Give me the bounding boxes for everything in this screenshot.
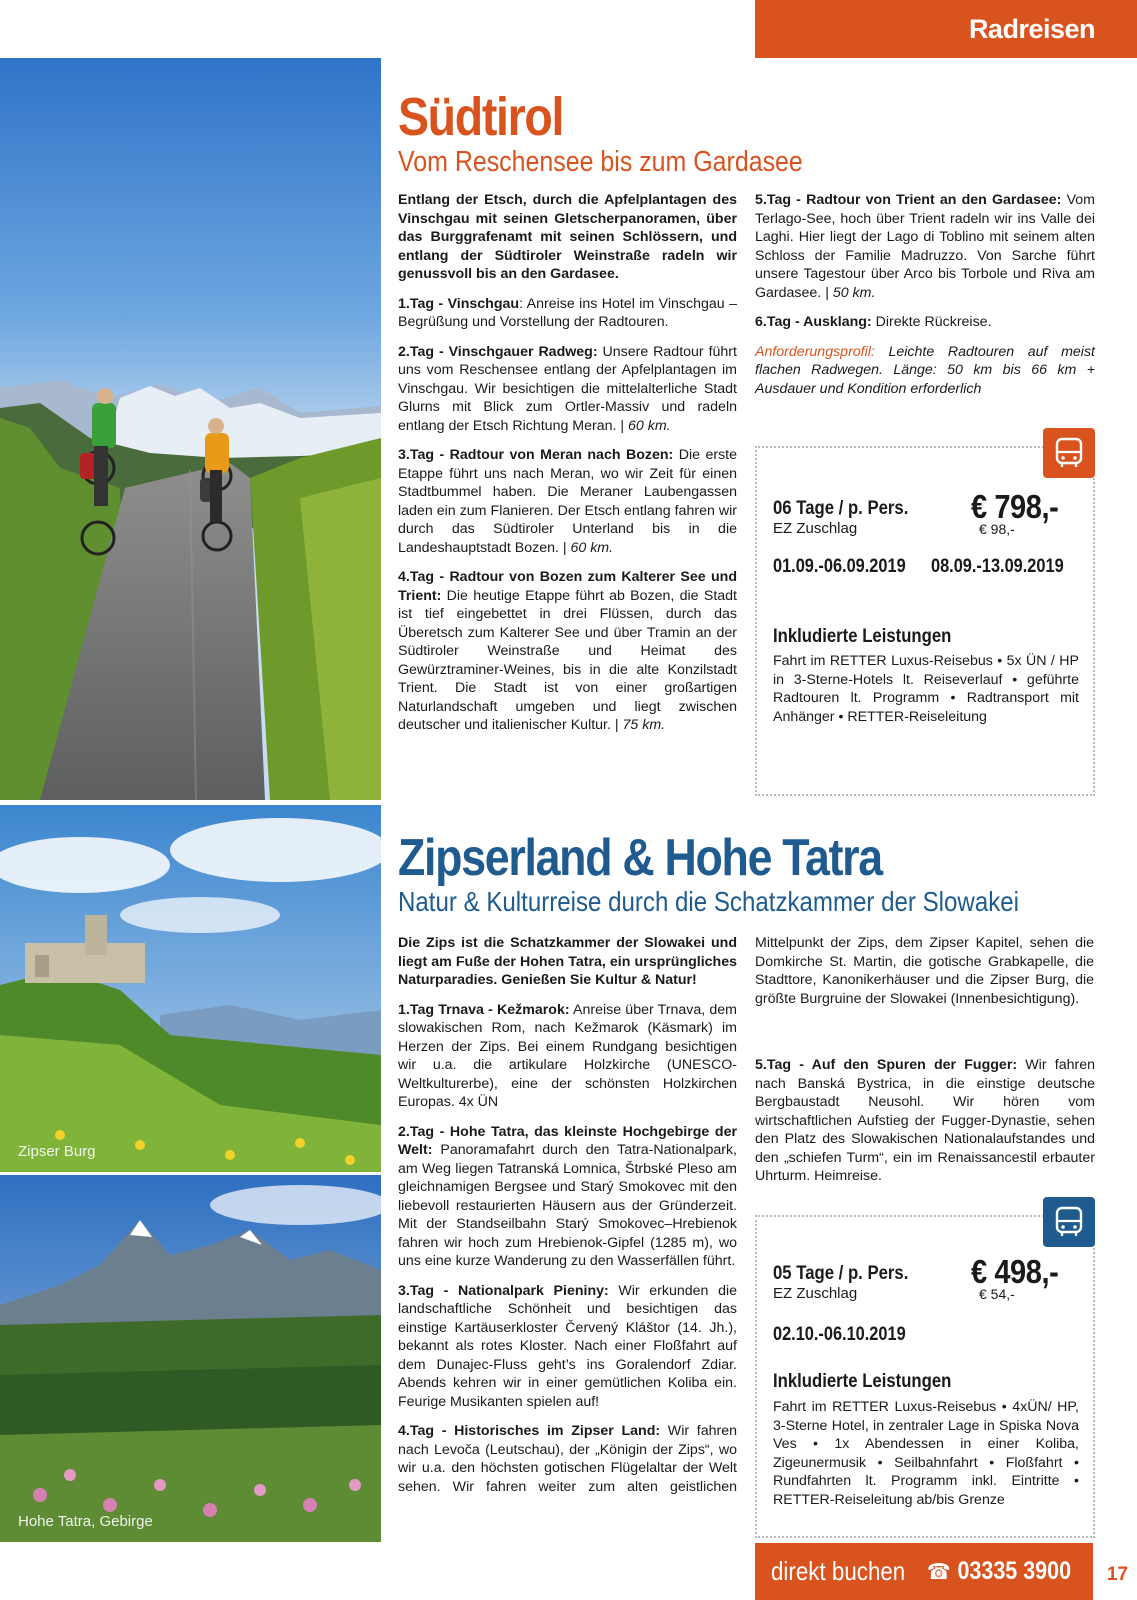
trip2-day-4-continued: Mittelpunkt der Zips, dem Zipser Kapitel, sehen die Domkirche St. Martin, die gotische Grabkapelle, die Stadttore, Kanonikerhäuser und die Zipser Burg, die größte Burgruine der Slowakei (Innenbesichtigung). xyxy=(755,935,1094,1007)
trip1-date-1: 01.09.-06.09.2019 xyxy=(773,556,906,577)
trip2-duration: 05 Tage / p. Pers. xyxy=(773,1263,909,1284)
trip1-column-right xyxy=(755,191,1095,409)
photo-caption-hohe-tatra: Hohe Tatra, Gebirge xyxy=(18,1513,153,1530)
cyclists-photo xyxy=(0,58,381,800)
trip1-date-2: 08.09.-13.09.2019 xyxy=(931,556,1064,577)
trip1-ez-label: EZ Zuschlag xyxy=(773,520,858,537)
page-number: 17 xyxy=(1106,1564,1129,1585)
trip2-day-3: 3.Tag - Nationalpark Pieniny: Wir erkunden die landschaftliche Schönheit und besichtigen das einstige Kartäuserkloster Červený Kláštor (14. Jh.), bekannt als rotes Kloster. Nach einer Floßfahrt auf dem Dunajec-Fluss geht’s ins Goralendorf Zdiar. Abends kehren wir in einer gemütlichen Koliba ein. Feurige Musikanten spielen auf! xyxy=(398,1282,738,1410)
trip2-ez-value: € 54,- xyxy=(979,1286,1015,1302)
trip2-day-4: 4.Tag - Historisches im Zipser Land: Wir fahren nach Levoča (Leutschau), der „Königin der Zips“, wo wir u.a. den höchsten gotischen Flügelaltar der Welt sehen. Wir fahren weiter zum alten geistlichen xyxy=(398,1423,737,1495)
trip2-column-left xyxy=(398,934,737,1507)
trip1-day-1: 1.Tag - Vinschgau: Anreise ins Hotel im Vinschgau – Begrüßung und Vorstellung der Radtouren. xyxy=(398,295,737,330)
trip1-day-3: 3.Tag - Radtour von Meran nach Bozen: Die erste Etappe führt uns nach Meran, wo wir Zeit für einen Stadtbummel haben. Die Meraner Laubengassen laden ein zum Flanieren. Der Etsch entlang fahren wir durch das Südtiroler Unterland bis in die Landeshauptstadt Bozen. | 60 km. xyxy=(398,447,737,556)
trip2-column-right xyxy=(755,934,1095,1197)
trip1-price: € 798,- xyxy=(971,488,1059,525)
category-tab xyxy=(755,0,1137,58)
zipser-burg-photo xyxy=(0,805,381,1172)
bus-icon xyxy=(1043,1197,1095,1247)
phone-icon: ☎ xyxy=(927,1558,951,1584)
trip1-included-title: Inkludierte Leistungen xyxy=(773,626,952,647)
trip2-day-5: 5.Tag - Auf den Spuren der Fugger: Wir fahren nach Banská Bystrica, in die einstige deutsche Bergbaustadt Neusohl. Wir hören vom wirtschaftlichen Aufstieg der Fugger-Dynastie, sehen den Platz des Slowakischen Nationalaufstandes und den „schiefen Turm“, ein im Renaissancestil erbauter Uhrturm. Heimreise. xyxy=(755,1057,1095,1184)
trip2-included-text: Fahrt im RETTER Luxus-Reisebus • 4xÜN/ HP, 3-Sterne Hotel, in zentraler Lage in Spiska Nova Ves • 1x Abendessen in einer Koliba, Zigeunermusik • Seilbahnfahrt • Floßfahrt • Rundfahrten lt. Programm inkl. Eintritte • RETTER-Reiseleitung ab/bis Grenze xyxy=(773,1399,1079,1508)
photo-caption-zipser-burg: Zipser Burg xyxy=(18,1143,96,1160)
trip2-day-2: 2.Tag - Hohe Tatra, das kleinste Hochgebirge der Welt: Panoramafahrt durch den Tatra-Nationalpark, am Weg liegen Tatranská Lomnica, Štrbské Pleso am gleichnamigen Bergsee und Starý Smokovec mit den liebevoll restaurierten Häusern aus der Gründerzeit. Mit der Standseilbahn Starý Smokovec–Hrebienok fahren wir hoch zum Hrebienok-Gipfel (1285 m), wo uns eine kurze Wanderung zu den Wasserfällen führt. xyxy=(398,1123,737,1269)
trip1-included-text: Fahrt im RETTER Luxus-Reisebus • 5x ÜN / HP in 3-Sterne-Hotels lt. Reiseverlauf • geführte Radtouren lt. Programm • Radtransport mit Anhänger • RETTER-Reiseleitung xyxy=(773,653,1079,725)
trip2-day-1: 1.Tag Trnava - Kežmarok: Anreise über Trnava, dem slowakischen Rom, nach Kežmarok (Käsmark) im Herzen der Zips. Bei einem Rundgang besichtigen wir u.a. die artikulare Holzkirche (UNESCO-Weltkulturerbe), eine der schönsten Holzkirchen Europas. 4x ÜN xyxy=(398,1001,737,1110)
trip1-day-6: 6.Tag - Ausklang: Direkte Rückreise. xyxy=(755,314,992,330)
trip2-ez-label: EZ Zuschlag xyxy=(773,1285,858,1302)
trip2-included-title: Inkludierte Leistungen xyxy=(773,1371,952,1392)
trip1-subtitle: Vom Reschensee bis zum Gardasee xyxy=(398,146,803,178)
trip1-intro: Entlang der Etsch, durch die Apfelplantagen des Vinschgau mit seinen Gletscherpanoramen, über das Burggrafenamt mit seinen Schlössern, und entlang der Südtiroler Weinstraße radeln wir genussvoll bis an den Gardasee. xyxy=(398,192,737,282)
book-now-label[interactable]: direkt buchen xyxy=(771,1556,906,1586)
trip2-price: € 498,- xyxy=(971,1253,1059,1290)
trip2-title: Zipserland & Hohe Tatra xyxy=(398,829,882,887)
hohe-tatra-photo xyxy=(0,1175,381,1542)
trip1-day-4: 4.Tag - Radtour von Bozen zum Kalterer See und Trient: Die heutige Etappe führt ab Bozen, die Stadt ist tief eingebettet in drei Flüssen, durch das Überetsch zum Kalterer See und über Tramin an der Südtiroler Weinstraße und Heimat des Gewürztraminer-Weines, bis in die alte Konzilstadt Trient. Die Stadt ist von einer großartigen Naturlandschaft umgeben und liegt zwischen deutscher und italienischer Kultur. | 75 km. xyxy=(398,569,737,733)
trip2-date-1: 02.10.-06.10.2019 xyxy=(773,1324,906,1345)
trip1-ez-value: € 98,- xyxy=(979,521,1015,537)
bus-icon xyxy=(1043,428,1095,478)
trip1-duration: 06 Tage / p. Pers. xyxy=(773,498,909,519)
trip1-requirements: Anforderungsprofil: Leichte Radtouren auf meist flachen Radwegen. Länge: 50 km bis 66 km + Ausdauer und Kondition erforderlich xyxy=(755,343,1095,397)
book-now-banner[interactable] xyxy=(755,1543,1093,1600)
trip2-subtitle: Natur & Kulturreise durch die Schatzkammer der Slowakei xyxy=(398,886,1020,917)
category-label: Radreisen xyxy=(968,13,1095,44)
trip1-day-5: 5.Tag - Radtour von Trient an den Gardasee: Vom Terlago-See, hoch über Trient radeln wir ins Valle dei Laghi. Hier liegt der Lago di Toblino mit seinem alten Schloss der Familie Madruzzo. Von Sarche führt unsere Tagestour über Arco bis Torbole und Riva am Gardasee. | 50 km. xyxy=(755,192,1095,301)
trip1-price-box xyxy=(755,446,1095,796)
trip2-price-box xyxy=(755,1215,1095,1538)
trip2-intro: Die Zips ist die Schatzkammer der Slowakei und liegt am Fuße der Hohen Tatra, ein ursprüngliches Naturparadies. Genießen Sie Kultur & Natur! xyxy=(398,935,737,988)
trip1-column-left xyxy=(398,191,737,746)
trip1-day-2: 2.Tag - Vinschgauer Radweg: Unsere Radtour führt uns vom Reschensee entlang der Apfelplantagen im Vinschgau. Wir besichtigen die mittelalterliche Stadt Glurns mit Blick zum Ortler-Massiv und radeln entlang der Etsch Richtung Meran. | 60 km. xyxy=(398,343,737,434)
phone-number[interactable]: ☎ 03335 3900 xyxy=(927,1557,1072,1585)
trip1-title: Südtirol xyxy=(398,87,564,147)
